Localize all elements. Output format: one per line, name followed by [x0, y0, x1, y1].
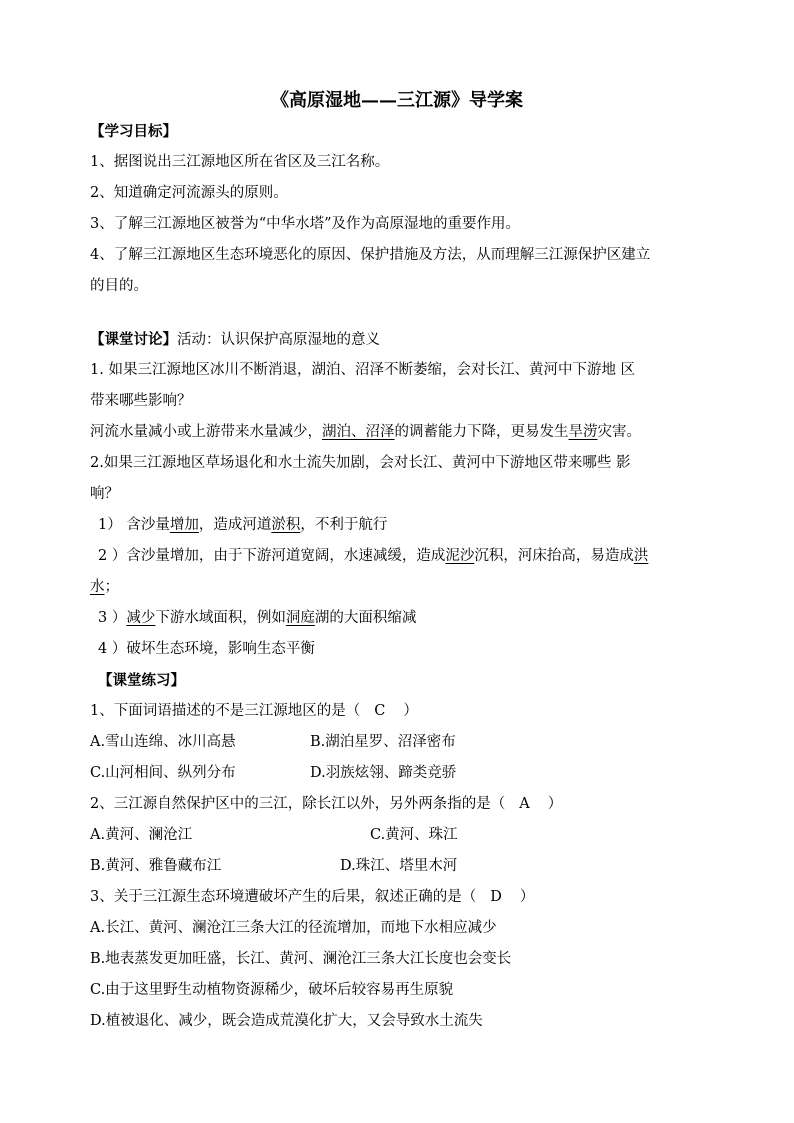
option-a: A.黄河、澜沧江	[90, 827, 193, 843]
underlined-term: 减少	[126, 610, 156, 626]
option-c: C.山河相间、纵列分布	[90, 765, 236, 781]
discussion-question-1-cont: 带来哪些影响？	[90, 393, 192, 409]
discussion-answer-2-3	[90, 603, 704, 634]
question-bracket: ）	[403, 703, 418, 719]
answer-letter: A	[519, 796, 530, 812]
goal-item: 2、知道确定河流源头的原则。	[90, 185, 288, 201]
discussion-answer-2-2-cont	[90, 572, 704, 603]
page-title: 《高原湿地——三江源》导学案	[271, 90, 523, 111]
answer-text: 的调蓄能力下降，更易发生	[394, 424, 569, 440]
answer-text: 2 ）含沙量增加，由于下游河道宽阔，水速减缓，造成	[98, 548, 446, 564]
underlined-term: 洪	[633, 548, 649, 564]
practice-question-3	[90, 882, 704, 913]
answer-text: 灾害。	[597, 424, 641, 440]
underlined-term: 水	[90, 579, 105, 595]
goal-item: 4、了解三江源地区生态环境恶化的原因、保护措施及方法，从而理解三江源保护区建立	[90, 247, 651, 263]
discussion-question-2: 2.如果三江源地区草场退化和水土流失加剧，会对长江、黄河中下游地区带来哪些 影	[90, 455, 631, 471]
goal-item: 的目的。	[90, 278, 148, 294]
answer-text: ，不利于航行	[300, 517, 388, 533]
question-bracket: ）	[547, 796, 563, 812]
options-row	[90, 851, 704, 882]
answer-letter: D	[490, 889, 502, 905]
option-b: B.湖泊星罗、沼泽密布	[310, 734, 456, 750]
answer-text: 河流水量减小或上游带来水量减少，	[90, 424, 322, 440]
question-stem: 3、关于三江源生态环境遭破坏产生的后果，叙述正确的是（	[90, 889, 477, 905]
options-row	[90, 820, 704, 851]
discussion-heading: 【课堂讨论】	[90, 331, 177, 348]
underlined-term: 旱涝	[568, 424, 598, 440]
underlined-term: 淤积	[271, 517, 301, 533]
question-stem: 1、下面词语描述的不是三江源地区的是（	[90, 703, 361, 719]
discussion-heading-line	[90, 324, 704, 355]
question-bracket: ）	[519, 889, 535, 905]
answer-text: 沉积，河床抬高，易造成	[474, 548, 634, 564]
answer-text: 湖的大面积缩减	[314, 610, 417, 626]
options-row	[90, 758, 704, 789]
underlined-term: 泥沙	[445, 548, 475, 564]
practice-question-1	[90, 696, 704, 727]
underlined-term: 增加	[169, 517, 199, 533]
answer-text: ，造成河道	[198, 517, 272, 533]
discussion-question-1: 1. 如果三江源地区冰川不断消退，湖泊、沼泽不断萎缩，会对长江、黄河中下游地 区	[90, 362, 636, 378]
answer-letter: C	[374, 703, 386, 719]
answer-text: ；	[104, 579, 119, 595]
practice-question-2	[90, 789, 704, 820]
answer-text: 3 ）	[98, 610, 127, 626]
options-row	[90, 727, 704, 758]
practice-heading: 【课堂练习】	[98, 672, 185, 689]
discussion-answer-2-1	[90, 510, 704, 541]
discussion-question-2-cont: 响？	[90, 486, 119, 502]
underlined-term: 湖泊、沼泽	[322, 424, 395, 440]
answer-text: 下游水域面积，例如	[155, 610, 286, 626]
option-d: D.植被退化、减少，既会造成荒漠化扩大，又会导致水土流失	[90, 1013, 483, 1029]
option-b: B.地表蒸发更加旺盛，长江、黄河、澜沧江三条大江长度也会变长	[90, 951, 512, 967]
goals-heading: 【学习目标】	[90, 123, 177, 140]
question-stem: 2、三江源自然保护区中的三江，除长江以外，另外两条指的是（	[90, 796, 506, 812]
discussion-activity: 活动：认识保护高原湿地的意义	[177, 332, 380, 348]
discussion-answer-1	[90, 417, 704, 448]
option-d: D.羽族炫翎、蹄类竞骄	[310, 765, 457, 781]
spacer	[90, 302, 704, 324]
underlined-term: 洞庭	[285, 610, 315, 626]
option-d: D.珠江、塔里木河	[340, 858, 458, 874]
discussion-answer-2-4: 4 ）破坏生态环境，影响生态平衡	[98, 641, 315, 657]
goal-item: 3、了解三江源地区被誉为“中华水塔”及作为高原湿地的重要作用。	[90, 216, 521, 232]
discussion-answer-2-2	[90, 541, 704, 572]
option-a: A.长江、黄河、澜沧江三条大江的径流增加，而地下水相应减少	[90, 920, 497, 936]
option-a: A.雪山连绵、冰川高悬	[90, 734, 236, 750]
option-c: C.黄河、珠江	[370, 827, 458, 843]
option-c: C.由于这里野生动植物资源稀少，破坏后较容易再生原貌	[90, 982, 454, 998]
answer-text: 1） 含沙量	[98, 517, 170, 533]
option-b: B.黄河、雅鲁藏布江	[90, 858, 222, 874]
goal-item: 1、据图说出三江源地区所在省区及三江名称。	[90, 154, 390, 170]
